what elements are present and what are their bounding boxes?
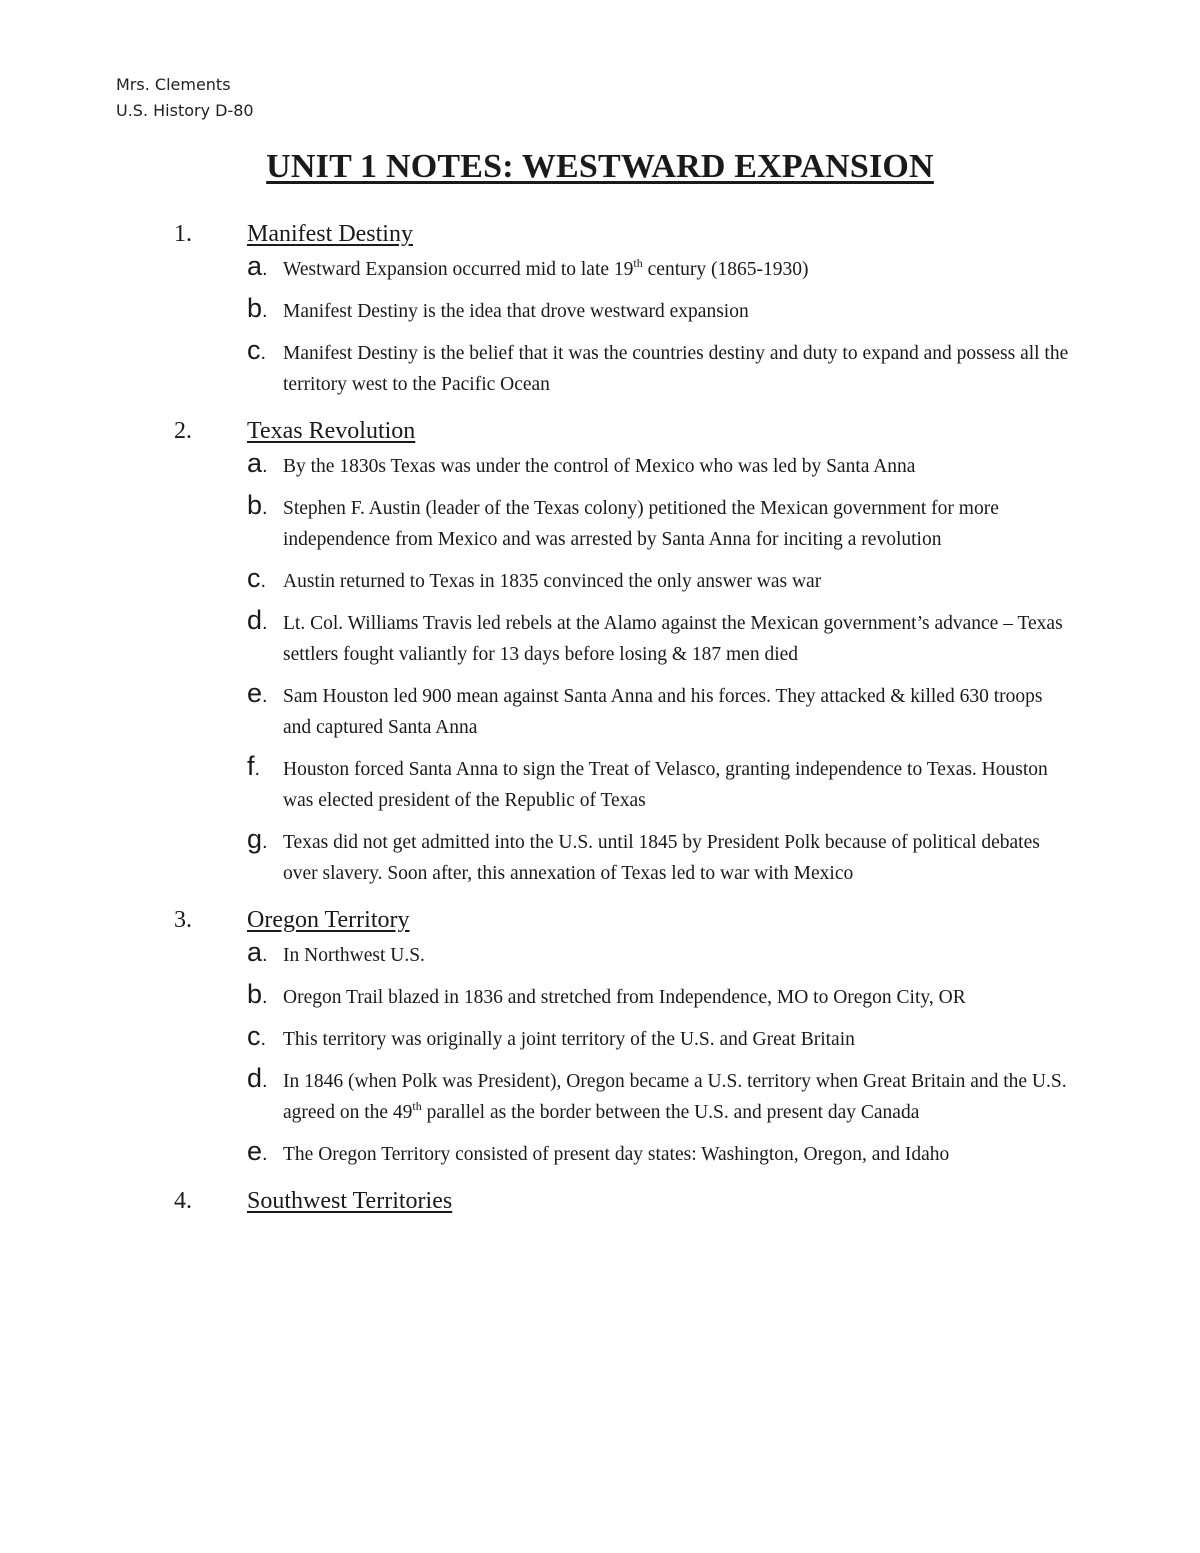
section-title: Manifest Destiny [247, 221, 413, 247]
section-heading [0, 900, 1200, 940]
outline-section [0, 411, 1200, 889]
section-number: 4. [174, 1188, 192, 1214]
item-letter: e. [247, 678, 268, 708]
item-text: Manifest Destiny is the belief that it was the countries destiny and duty to expand and possess all the territory west to the Pacific Ocean [283, 343, 1069, 395]
item-letter-char: b [247, 979, 263, 1009]
item-text: In Northwest U.S. [283, 945, 425, 966]
document-title: UNIT 1 NOTES: WESTWARD EXPANSION [266, 148, 934, 185]
outline-section [0, 900, 1200, 1170]
item-letter: a. [247, 448, 268, 478]
section-number: 1. [174, 221, 192, 247]
item-text: Stephen F. Austin (leader of the Texas colony) petitioned the Mexican government for more independence from Mexico and was arrested by Santa Anna for inciting a revolution [283, 498, 999, 550]
item-letter: g. [247, 824, 268, 854]
ordinal-suffix: th [633, 256, 643, 270]
item-letter: b. [247, 490, 268, 520]
item-letter-char: a [247, 937, 263, 967]
item-text: Sam Houston led 900 mean against Santa Anna and his forces. They attacked & killed 630 troops and captured Santa Anna [283, 686, 1043, 738]
item-letter: d. [247, 605, 268, 635]
item-letter: f. [247, 751, 261, 781]
outline-item [0, 1021, 1073, 1055]
course-name: U.S. History D-80 [116, 101, 254, 120]
outline-item [0, 251, 1073, 285]
item-letter-char: c [247, 563, 261, 593]
outline-item [0, 824, 1073, 889]
item-letter-char: c [247, 1021, 261, 1051]
section-heading [0, 411, 1200, 451]
item-text: Oregon Trail blazed in 1836 and stretched from Independence, MO to Oregon City, OR [283, 987, 966, 1008]
item-letter-char: f [247, 751, 255, 781]
outline-item [0, 293, 1073, 327]
item-letter: b. [247, 979, 268, 1009]
section-number: 2. [174, 418, 192, 444]
outline-item [0, 563, 1073, 597]
section-heading [0, 1181, 1200, 1221]
item-letter-char: a [247, 448, 263, 478]
outline-item [0, 979, 1073, 1013]
outline-item [0, 490, 1073, 555]
item-letter-char: e [247, 1136, 263, 1166]
item-letter: d. [247, 1063, 268, 1093]
item-text: Westward Expansion occurred mid to late 19 [283, 259, 634, 280]
item-letter-char: d [247, 1063, 263, 1093]
section-number: 3. [174, 907, 192, 933]
item-text: By the 1830s Texas was under the control of Mexico who was led by Santa Anna [283, 456, 916, 477]
item-text: Lt. Col. Williams Travis led rebels at the Alamo against the Mexican government’s advance – Texas settlers fought valiantly for 13 days before losing & 187 men died [283, 613, 1063, 665]
item-text: This territory was originally a joint territory of the U.S. and Great Britain [283, 1029, 855, 1050]
item-text-continued: parallel as the border between the U.S. and present day Canada [421, 1102, 920, 1123]
item-letter: c. [247, 563, 267, 593]
item-letter: a. [247, 251, 268, 281]
item-letter: b. [247, 293, 268, 323]
outline-item [0, 335, 1073, 400]
section-title: Southwest Territories [247, 1188, 453, 1214]
outline-section [0, 214, 1200, 400]
item-text: Austin returned to Texas in 1835 convinced the only answer was war [283, 571, 822, 592]
outline-item [0, 937, 1073, 971]
item-letter-char: c [247, 335, 261, 365]
section-heading [0, 214, 1200, 254]
item-text: The Oregon Territory consisted of present day states: Washington, Oregon, and Idaho [283, 1144, 950, 1165]
section-title: Oregon Territory [247, 907, 410, 933]
item-letter-char: b [247, 293, 263, 323]
item-text: Houston forced Santa Anna to sign the Treat of Velasco, granting independence to Texas. Houston was elected president of the Republic of Texas [283, 759, 1048, 811]
outline-item [0, 605, 1073, 670]
item-text: Manifest Destiny is the idea that drove westward expansion [283, 301, 749, 322]
item-letter-char: g [247, 824, 263, 854]
item-text: In 1846 (when Polk was President), Oregon became a U.S. territory when Great Britain and the U.S. agreed on the 49 [283, 1071, 1067, 1123]
section-title: Texas Revolution [247, 418, 416, 444]
item-letter-char: d [247, 605, 263, 635]
outline-section [0, 1181, 1200, 1221]
outline-item [0, 1063, 1073, 1128]
document-header [116, 72, 254, 124]
outline-item [0, 678, 1073, 743]
item-letter: a. [247, 937, 268, 967]
item-letter: c. [247, 335, 267, 365]
item-letter-char: b [247, 490, 263, 520]
item-letter: e. [247, 1136, 268, 1166]
teacher-name: Mrs. Clements [116, 75, 231, 94]
notes-outline [0, 214, 1200, 1221]
item-text: Texas did not get admitted into the U.S. until 1845 by President Polk because of political debates over slavery. Soon after, this annexation of Texas led to war with Mexico [283, 832, 1040, 884]
outline-item [0, 751, 1073, 816]
item-letter-char: a [247, 251, 263, 281]
item-letter-char: e [247, 678, 263, 708]
outline-item [0, 1136, 1073, 1170]
outline-item [0, 448, 1073, 482]
item-text-continued: century (1865-1930) [642, 259, 809, 280]
item-letter: c. [247, 1021, 267, 1051]
ordinal-suffix: th [412, 1099, 422, 1113]
